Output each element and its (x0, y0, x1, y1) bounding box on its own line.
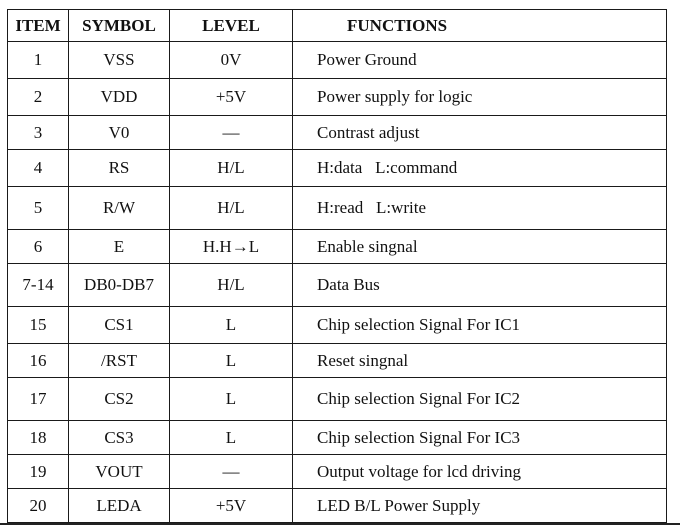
level-cell: H/L (170, 187, 293, 230)
function-cell: Enable singnal (293, 230, 667, 264)
symbol-cell: CS2 (69, 378, 170, 421)
symbol-cell: E (69, 230, 170, 264)
symbol-cell: R/W (69, 187, 170, 230)
item-cell: 18 (8, 421, 69, 455)
table-row (8, 344, 667, 378)
function-cell: Contrast adjust (293, 116, 667, 150)
function-cell: H:data L:command (293, 150, 667, 187)
level-cell: L (170, 344, 293, 378)
table-row (8, 116, 667, 150)
symbol-cell: VDD (69, 79, 170, 116)
header-item: ITEM (8, 10, 69, 42)
item-cell: 5 (8, 187, 69, 230)
item-cell: 15 (8, 307, 69, 344)
function-cell: Data Bus (293, 264, 667, 307)
function-cell: Chip selection Signal For IC2 (293, 378, 667, 421)
item-cell: 17 (8, 378, 69, 421)
level-cell: H.H→L (170, 230, 293, 264)
table-row (8, 378, 667, 421)
function-cell: Chip selection Signal For IC3 (293, 421, 667, 455)
pin-function-table (7, 9, 667, 523)
table-row (8, 187, 667, 230)
function-cell: Power Ground (293, 42, 667, 79)
item-cell: 20 (8, 489, 69, 523)
table-row (8, 307, 667, 344)
level-cell: 0V (170, 42, 293, 79)
table-row (8, 264, 667, 307)
symbol-cell: /RST (69, 344, 170, 378)
table-row (8, 230, 667, 264)
level-cell: — (170, 116, 293, 150)
function-cell: Power supply for logic (293, 79, 667, 116)
level-cell: H/L (170, 264, 293, 307)
item-cell: 1 (8, 42, 69, 79)
header-functions: FUNCTIONS (293, 10, 667, 42)
function-cell: Output voltage for lcd driving (293, 455, 667, 489)
symbol-cell: VOUT (69, 455, 170, 489)
symbol-cell: CS1 (69, 307, 170, 344)
symbol-cell: V0 (69, 116, 170, 150)
symbol-cell: CS3 (69, 421, 170, 455)
header-symbol: SYMBOL (69, 10, 170, 42)
function-cell: LED B/L Power Supply (293, 489, 667, 523)
table-row (8, 79, 667, 116)
item-cell: 7-14 (8, 264, 69, 307)
symbol-cell: LEDA (69, 489, 170, 523)
level-cell: L (170, 421, 293, 455)
level-cell: +5V (170, 489, 293, 523)
item-cell: 6 (8, 230, 69, 264)
function-cell: Reset singnal (293, 344, 667, 378)
item-cell: 3 (8, 116, 69, 150)
function-cell: Chip selection Signal For IC1 (293, 307, 667, 344)
symbol-cell: VSS (69, 42, 170, 79)
header-level: LEVEL (170, 10, 293, 42)
function-cell: H:read L:write (293, 187, 667, 230)
level-cell: +5V (170, 79, 293, 116)
table-row (8, 150, 667, 187)
table-row (8, 489, 667, 523)
symbol-cell: RS (69, 150, 170, 187)
item-cell: 4 (8, 150, 69, 187)
item-cell: 19 (8, 455, 69, 489)
symbol-cell: DB0-DB7 (69, 264, 170, 307)
table-row (8, 455, 667, 489)
item-cell: 16 (8, 344, 69, 378)
item-cell: 2 (8, 79, 69, 116)
level-cell: L (170, 378, 293, 421)
bottom-rule (0, 523, 680, 525)
level-cell: L (170, 307, 293, 344)
level-cell: H/L (170, 150, 293, 187)
header-row (8, 10, 667, 42)
level-cell: — (170, 455, 293, 489)
table-row (8, 42, 667, 79)
table-row (8, 421, 667, 455)
